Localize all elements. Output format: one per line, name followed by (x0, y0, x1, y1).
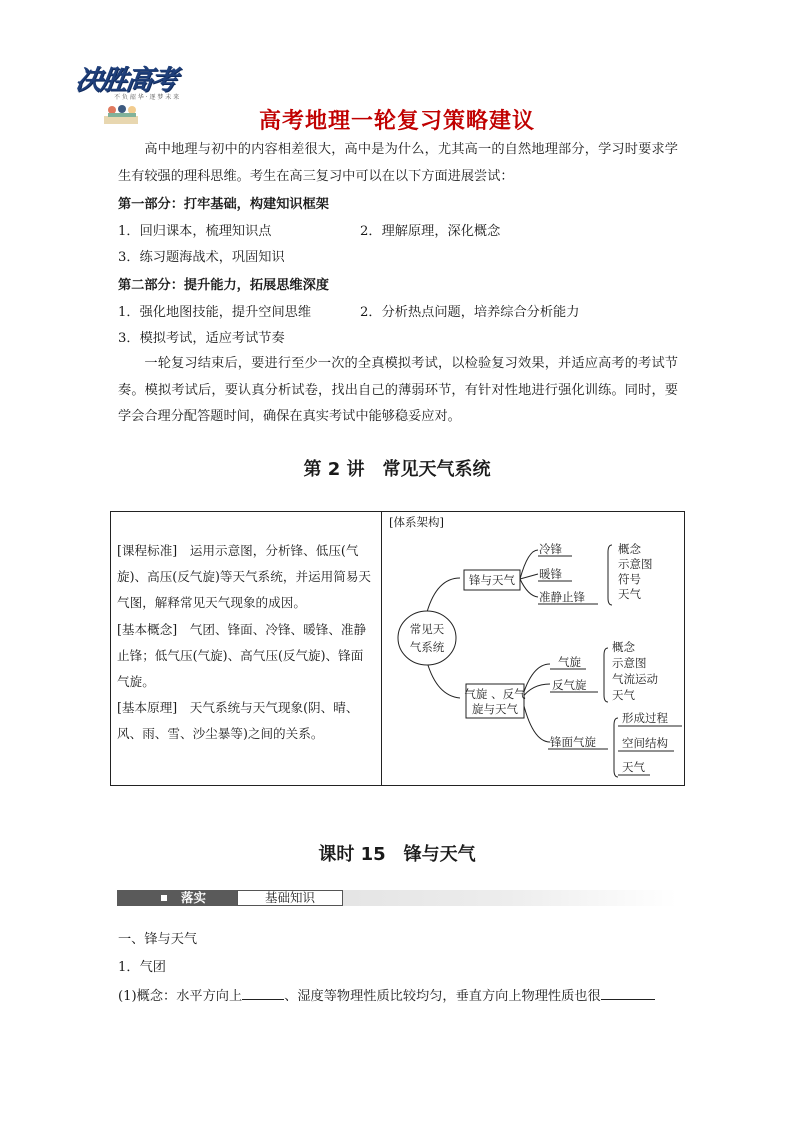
basic-concepts: [基本概念] 气团、锋面、冷锋、暖锋、准静止锋；低气压(气旋)、高气压(反气旋)、锋面气旋。 (117, 621, 367, 690)
cyclone-attr-airflow: 气流运动 (612, 672, 658, 686)
center-node (398, 611, 456, 665)
fc-attr-formation: 形成过程 (622, 711, 668, 725)
part2-item-1: 1．强化地图技能，提升空间思维 (118, 305, 312, 320)
answer-blank-2[interactable] (601, 985, 655, 1000)
cyclone-attr-diagram: 示意图 (612, 656, 647, 670)
cyclone-attr-weather: 天气 (612, 688, 635, 702)
cyclone-attr-concept: 概念 (612, 640, 635, 654)
overview-box (110, 511, 685, 786)
banner-dark-text: 落实 (181, 890, 207, 905)
anticyclone: 反气旋 (552, 678, 587, 692)
section-banner (117, 890, 677, 908)
question-part-b: 、湿度等物理性质比较均匀，垂直方向上物理性质也很 (284, 989, 601, 1004)
branch-cyclones-line-2: 旋与天气 (472, 702, 518, 716)
lecture-title: 第 2 讲 常见天气系统 (303, 459, 491, 480)
front-attr-weather: 天气 (618, 587, 641, 601)
part2-item-2: 2．分析热点问题，培养综合分析能力 (360, 305, 580, 320)
answer-blank-1[interactable] (242, 985, 284, 1000)
front-cold: 冷锋 (539, 542, 562, 556)
frontal-cyclone: 锋面气旋 (550, 735, 596, 749)
concept-mindmap (382, 512, 685, 787)
fc-attr-weather: 天气 (622, 760, 645, 774)
square-icon (161, 895, 167, 901)
course-title: 课时 15 锋与天气 (318, 844, 476, 865)
overview-text (117, 538, 375, 748)
cyclone: 气旋 (558, 655, 581, 669)
branch-fronts: 锋与天气 (469, 573, 515, 587)
architecture-label: [体系架构] (389, 515, 444, 529)
section-heading: 一、锋与天气 (118, 932, 198, 947)
question-line (118, 985, 655, 1007)
document-title: 高考地理一轮复习策略建议 (258, 109, 535, 134)
front-attr-symbol: 符号 (618, 572, 641, 586)
front-stationary: 准静止锋 (539, 590, 585, 604)
part2-heading: 第二部分：提升能力，拓展思维深度 (118, 278, 329, 293)
intro-paragraph: 高中地理与初中的内容相差很大，高中是为什么，尤其高一的自然地理部分，学习时要求学生有较强的理科思维。考生在高三复习中可以在以下方面进展尝试： (118, 142, 678, 184)
course-standard: [课程标准] 运用示意图，分析锋、低压(气旋)、高压(反气旋)等天气系统，并运用简易天气图，解释常见天气现象的成因。 (117, 543, 372, 611)
banner-light-label: 基础知识 (237, 890, 343, 906)
logo-subtext: 不 负 韶 华 · 逐 梦 未 来 (114, 94, 180, 101)
closing-paragraph: 一轮复习结束后，要进行至少一次的全真模拟考试，以检验复习效果，并适应高考的考试节奏。模拟考试后，要认真分析试卷，找出自己的薄弱环节，有针对性地进行强化训练。同时，要学会合理分配答题时间，确保在真实考试中能够稳妥应对。 (118, 356, 678, 424)
part1-item-1: 1．回归课本，梳理知识点 (118, 224, 272, 239)
banner-dark-label (117, 890, 237, 906)
branch-cyclones-line-1: 气旋 、反气 (464, 687, 526, 701)
fc-attr-structure: 空间结构 (622, 736, 668, 750)
basic-principles: [基本原理] 天气系统与天气现象(阴、晴、风、雨、雪、沙尘暴等)之间的关系。 (117, 700, 359, 742)
center-line-2: 气系统 (409, 640, 445, 654)
front-attr-diagram: 示意图 (618, 557, 653, 571)
front-attr-concept: 概念 (618, 542, 641, 556)
question-part-a: (1)概念：水平方向上 (118, 989, 243, 1004)
front-warm: 暖锋 (539, 567, 562, 581)
part1-heading: 第一部分：打牢基础，构建知识框架 (118, 197, 329, 212)
logo-text: 决胜高考 (73, 65, 178, 96)
part2-item-3: 3．模拟考试，适应考试节奏 (118, 331, 285, 346)
center-line-1: 常见天 (409, 622, 445, 636)
part1-item-3: 3．练习题海战术，巩固知识 (118, 250, 285, 265)
subsection-heading: 1．气团 (118, 960, 166, 975)
part1-item-2: 2．理解原理，深化概念 (360, 224, 501, 239)
